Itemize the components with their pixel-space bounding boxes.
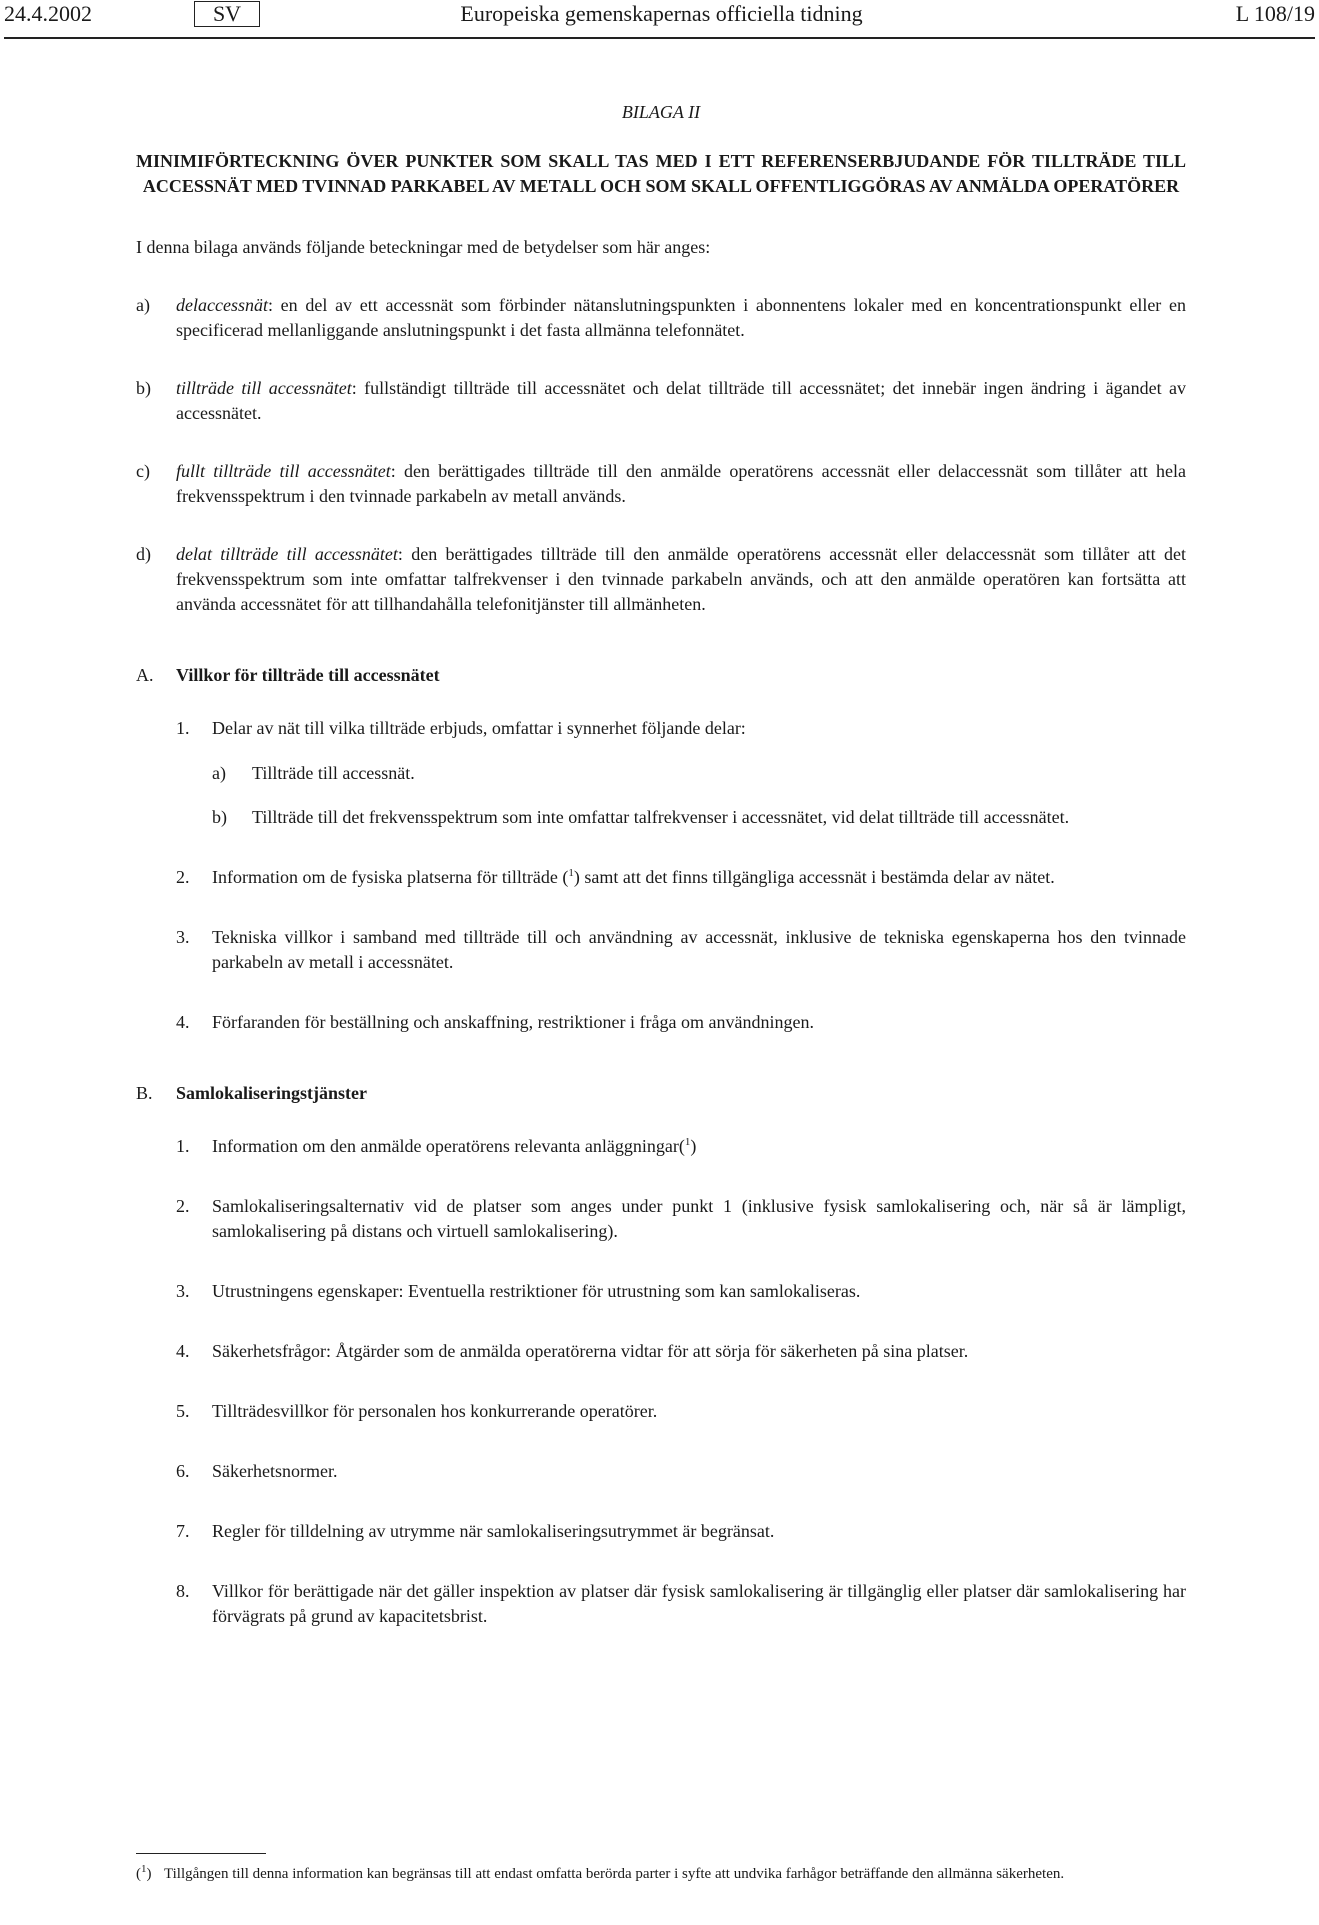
- page-header: [4, 0, 1319, 28]
- section-title: Samlokaliseringstjänster: [176, 1083, 367, 1103]
- annex-title: MINIMIFÖRTECKNING ÖVER PUNKTER SOM SKALL TAS MED I ETT REFERENSERBJUDANDE FÖR TILLTRÄDE TILL ACCESSNÄT MED TVINNAD PARKABEL AV METALL OCH SOM SKALL OFFENTLIGGÖRAS AV ANMÄLDA OPERATÖRER: [136, 151, 1186, 196]
- section-label: A.: [136, 665, 154, 685]
- section-b-item-2: [136, 1194, 1186, 1244]
- journal-title: Europeiska gemenskapernas officiella tidning: [460, 1, 863, 26]
- item-text-continued: ): [690, 1136, 697, 1156]
- language-code-box: SV: [194, 1, 260, 27]
- section-a-item-2: [136, 865, 1186, 890]
- intro-paragraph: I denna bilaga används följande beteckningar med de betydelser som här anges:: [136, 237, 711, 257]
- footnote-number: 1: [141, 1863, 147, 1875]
- item-number: 3.: [176, 1281, 190, 1301]
- section-b-item-6: [136, 1459, 1186, 1484]
- item-text: Tillträdesvillkor för personalen hos konkurrerande operatörer.: [212, 1401, 658, 1421]
- section-b-item-7: [136, 1519, 1186, 1544]
- footnote-rule: [136, 1853, 266, 1854]
- section-a-heading: [136, 663, 1186, 688]
- definition-text: : den berättigades tillträde till den anmälde operatörens accessnät eller delaccessnät som tillåter att hela frekvensspektrum i den tvinnade parkabeln av metall används.: [176, 461, 1186, 506]
- footnote: [136, 1864, 1186, 1885]
- document-body: [136, 100, 1186, 1629]
- subitem-label: b): [212, 807, 227, 827]
- subitem-text: Tillträde till accessnät.: [252, 763, 415, 783]
- definition-label: b): [136, 378, 151, 398]
- section-label: B.: [136, 1083, 153, 1103]
- item-text: Villkor för berättigade när det gäller inspektion av platser där fysisk samlokalisering är tillgänglig eller platser där samlokalisering har förvägrats på grund av kapacitetsbrist.: [212, 1581, 1186, 1626]
- footnote-label: ($^1$): [136, 1863, 152, 1882]
- item-text: Information om den anmälde operatörens relevanta anläggningar(: [212, 1136, 685, 1156]
- footnote-reference[interactable]: 1: [684, 1136, 691, 1148]
- item-text: Utrustningens egenskaper: Eventuella restriktioner för utrustning som kan samlokaliseras.: [212, 1281, 861, 1301]
- item-text: Delar av nät till vilka tillträde erbjuds, omfattar i synnerhet följande delar:: [212, 718, 746, 738]
- section-b-item-8: [136, 1579, 1186, 1629]
- footnote-reference[interactable]: 1: [568, 867, 574, 879]
- item-number: 2.: [176, 1196, 190, 1216]
- definition-term: delaccessnät: [176, 295, 268, 315]
- item-text: Samlokaliseringsalternativ vid de platser som anges under punkt 1 (inklusive fysisk samlokalisering och, när så är lämpligt, samlokalisering på distans och virtuell samlokalisering).: [212, 1196, 1186, 1241]
- definition-b: [136, 376, 1186, 426]
- footnote-text: Tillgången till denna information kan begränsas till att endast omfatta berörda parter i syfte att undvika farhågor beträffande den allmänna säkerheten.: [164, 1866, 1065, 1882]
- section-a-subitem-a: [136, 761, 1186, 786]
- page-reference: L 108/19: [1235, 1, 1315, 26]
- section-b-heading: [136, 1081, 1186, 1106]
- item-number: 1.: [176, 718, 190, 738]
- definition-label: a): [136, 295, 150, 315]
- section-a-item-3: [136, 925, 1186, 975]
- item-text: Förfaranden för beställning och anskaffning, restriktioner i fråga om användningen.: [212, 1012, 814, 1032]
- section-a-subitem-b: [136, 805, 1186, 830]
- item-text: Tekniska villkor i samband med tillträde till och användning av accessnät, inklusive de tekniska egenskaperna hos den tvinnade parkabeln av metall i accessnätet.: [212, 927, 1186, 972]
- definition-text: : fullständigt tillträde till accessnätet och delat tillträde till accessnätet; det innebär ingen ändring i ägandet av accessnätet.: [176, 378, 1186, 423]
- item-number: 6.: [176, 1461, 190, 1481]
- definition-text: : en del av ett accessnät som förbinder nätanslutningspunkten i abonnentens lokaler med en koncentrationspunkt eller en specificerad mellanliggande anslutningspunkt i det fasta allmänna telefonnätet.: [176, 295, 1186, 340]
- annex-label: BILAGA II: [621, 102, 701, 122]
- item-text: Regler för tilldelning av utrymme när samlokaliseringsutrymmet är begränsat.: [212, 1521, 775, 1541]
- definition-d: [136, 542, 1186, 617]
- definition-term: fullt tillträde till accessnätet: [176, 461, 391, 481]
- item-number: 1.: [176, 1136, 190, 1156]
- item-text-continued: ) samt att det finns tillgängliga accessnät i bestämda delar av nätet.: [573, 867, 1055, 887]
- section-a-item-4: [136, 1010, 1186, 1035]
- definition-label: d): [136, 544, 151, 564]
- item-text: Information om de fysiska platserna för tillträde (: [212, 867, 569, 887]
- section-b-item-4: [136, 1339, 1186, 1364]
- item-number: 5.: [176, 1401, 190, 1421]
- item-text: Säkerhetsfrågor: Åtgärder som de anmälda operatörerna vidtar för att sörja för säkerheten på sina platser.: [212, 1341, 969, 1361]
- definition-c: [136, 459, 1186, 509]
- header-rule: [4, 37, 1315, 39]
- definition-term: tillträde till accessnätet: [176, 378, 352, 398]
- item-number: 7.: [176, 1521, 190, 1541]
- definition-term: delat tillträde till accessnätet: [176, 544, 398, 564]
- item-number: 4.: [176, 1012, 190, 1032]
- item-number: 2.: [176, 867, 190, 887]
- subitem-text: Tillträde till det frekvensspektrum som inte omfattar talfrekvenser i accessnätet, vid delat tillträde till accessnätet.: [252, 807, 1070, 827]
- definition-label: c): [136, 461, 150, 481]
- definition-text: : den berättigades tillträde till den anmälde operatörens accessnät eller delaccessnät som tillåter att det frekvensspektrum som inte omfattar talfrekvenser i den tvinnade parkabeln används, och att den anmälde operatören kan fortsätta att använda accessnätet för att tillhandahålla telefonitjänster till allmänheten.: [176, 544, 1186, 614]
- item-number: 3.: [176, 927, 190, 947]
- publication-date: 24.4.2002: [4, 1, 92, 26]
- section-title: Villkor för tillträde till accessnätet: [176, 665, 440, 685]
- subitem-label: a): [212, 763, 226, 783]
- section-b-item-3: [136, 1279, 1186, 1304]
- item-text: Säkerhetsnormer.: [212, 1461, 338, 1481]
- section-b-item-5: [136, 1399, 1186, 1424]
- item-number: 4.: [176, 1341, 190, 1361]
- section-b-item-1: [136, 1134, 1186, 1159]
- item-number: 8.: [176, 1581, 190, 1601]
- definition-a: [136, 293, 1186, 343]
- section-a-item-1: [136, 716, 1186, 741]
